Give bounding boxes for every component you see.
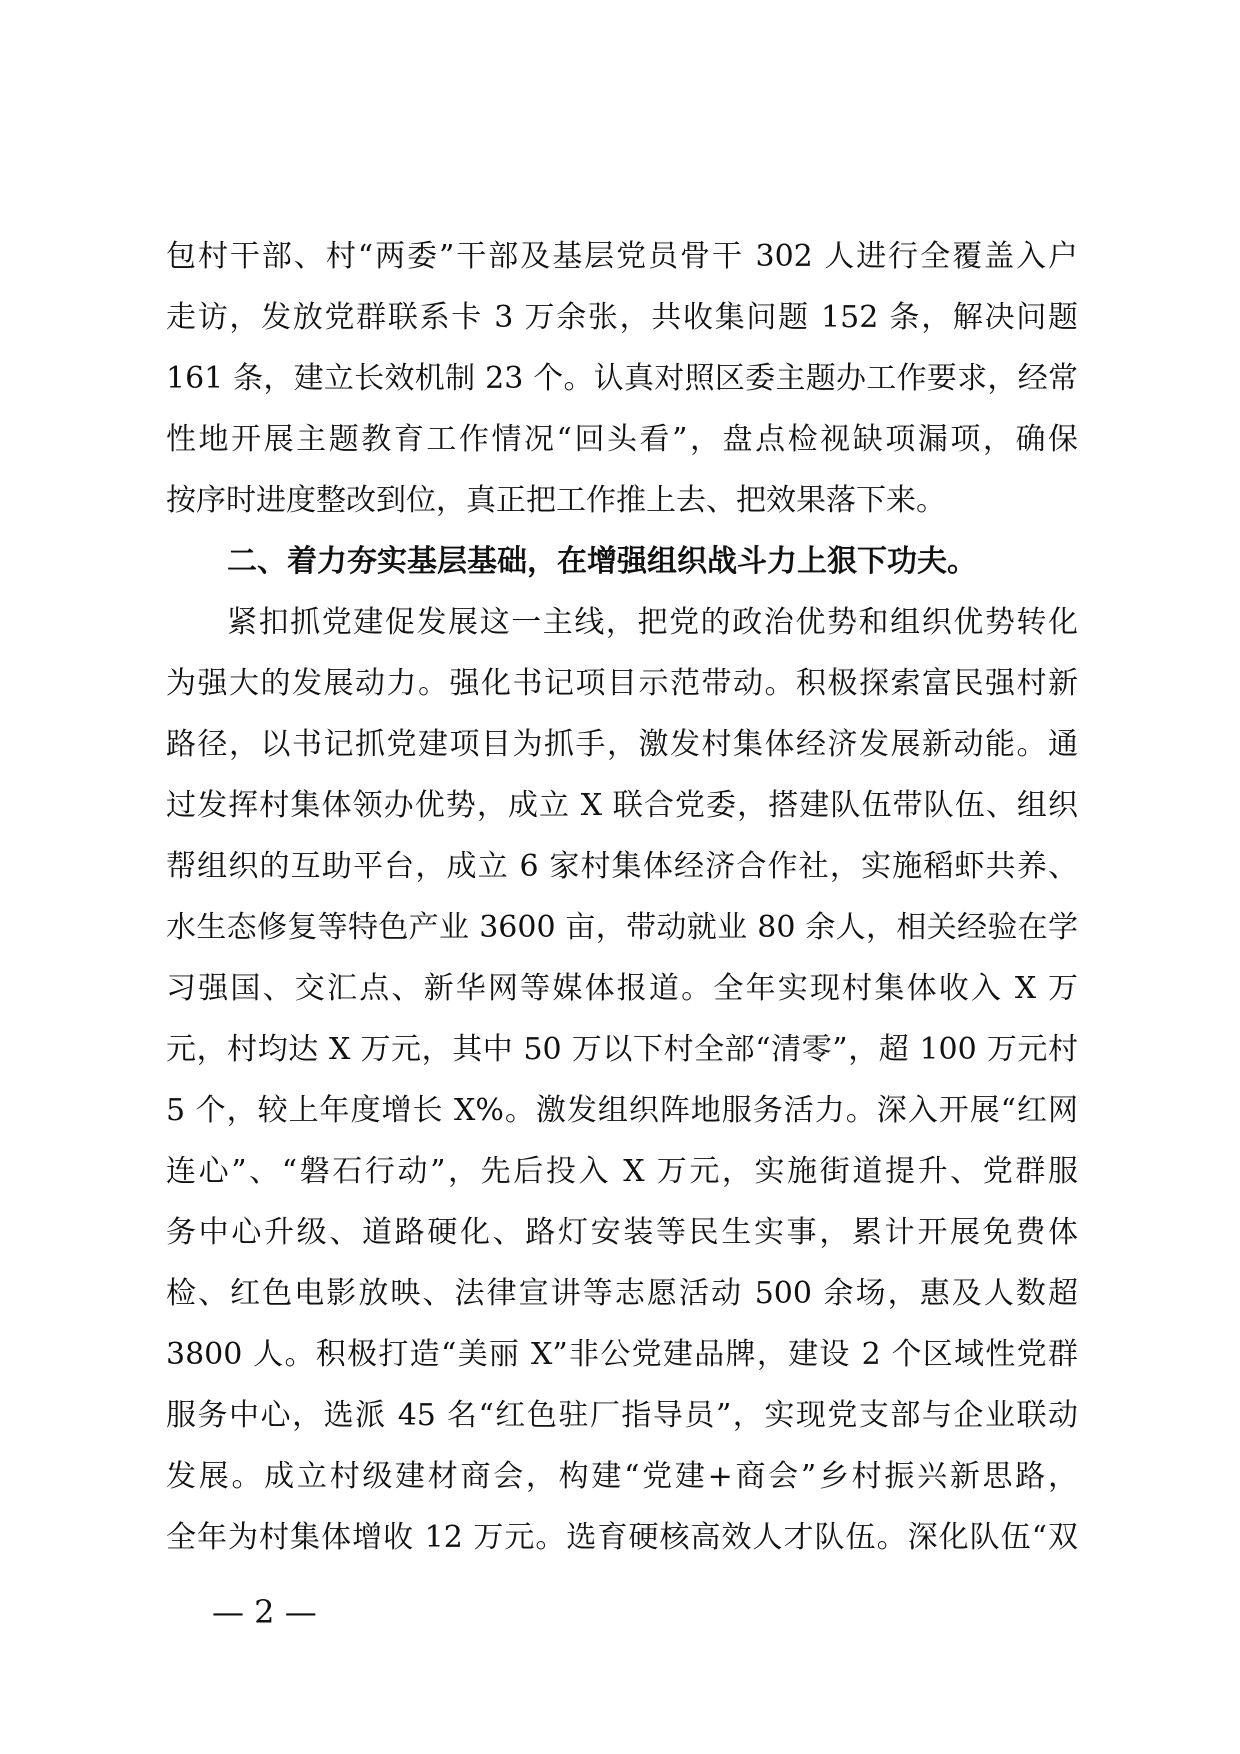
body-line-13: 习强国、交汇点、新华网等媒体报道。全年实现村集体收入 X 万: [166, 971, 1078, 1006]
body-line-11: 帮组织的互助平台，成立 6 家村集体经济合作社，实施稻虾共养、: [166, 849, 1078, 884]
body-line-5: 按序时进度整改到位，真正把工作推上去、把效果落下来。: [166, 483, 946, 518]
body-line-4: 性地开展主题教育工作情况“回头看”，盘点检视缺项漏项，确保: [166, 422, 1078, 457]
document-body: [166, 226, 1078, 1568]
body-line-2: 走访，发放党群联系卡 3 万余张，共收集问题 152 条，解决问题: [166, 300, 1078, 335]
body-line-22: 全年为村集体增收 12 万元。选育硬核高效人才队伍。深化队伍“双: [166, 1520, 1078, 1555]
body-line-14: 元，村均达 X 万元，其中 50 万以下村全部“清零”，超 100 万元村: [166, 1032, 1078, 1067]
body-line-21: 发展。成立村级建材商会，构建“党建+商会”乡村振兴新思路，: [166, 1459, 1078, 1494]
page-number: — 2 —: [212, 1593, 317, 1631]
body-line-20: 服务中心，选派 45 名“红色驻厂指导员”，实现党支部与企业联动: [166, 1398, 1078, 1433]
body-line-9: 路径，以书记抓党建项目为抓手，激发村集体经济发展新动能。通: [166, 727, 1078, 762]
body-line-8: 为强大的发展动力。强化书记项目示范带动。积极探索富民强村新: [166, 666, 1078, 701]
body-line-12: 水生态修复等特色产业 3600 亩，带动就业 80 余人，相关经验在学: [166, 910, 1078, 945]
body-line-3: 161 条，建立长效机制 23 个。认真对照区委主题办工作要求，经常: [166, 361, 1078, 396]
body-line-15: 5 个，较上年度增长 X%。激发组织阵地服务活力。深入开展“红网: [166, 1093, 1078, 1128]
body-line-17: 务中心升级、道路硬化、路灯安装等民生实事，累计开展免费体: [166, 1215, 1078, 1250]
body-line-19: 3800 人。积极打造“美丽 X”非公党建品牌，建设 2 个区域性党群: [166, 1337, 1078, 1372]
body-line-16: 连心”、“磐石行动”，先后投入 X 万元，实施街道提升、党群服: [166, 1154, 1078, 1189]
body-line-7: 紧扣抓党建促发展这一主线，把党的政治优势和组织优势转化: [227, 605, 1078, 640]
body-line-1: 包村干部、村“两委”干部及基层党员骨干 302 人进行全覆盖入户: [166, 239, 1078, 274]
body-line-10: 过发挥村集体领办优势，成立 X 联合党委，搭建队伍带队伍、组织: [166, 788, 1078, 823]
body-line-18: 检、红色电影放映、法律宣讲等志愿活动 500 余场，惠及人数超: [166, 1276, 1078, 1311]
section-heading: 二、着力夯实基层基础，在增强组织战斗力上狠下功夫。: [227, 544, 977, 579]
